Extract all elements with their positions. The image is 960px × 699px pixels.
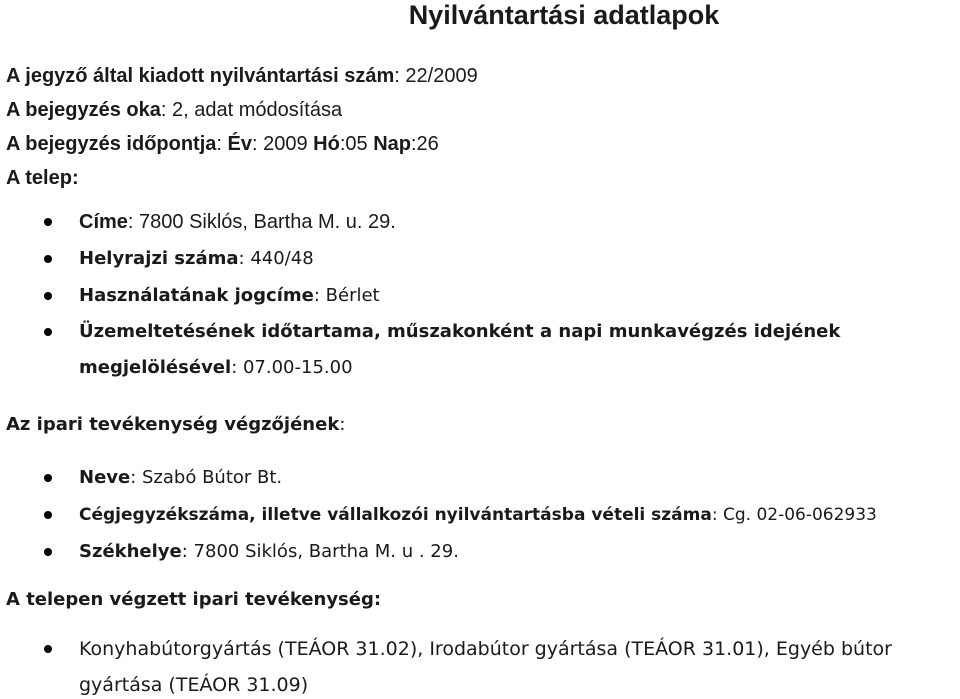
bullet-icon <box>44 255 52 263</box>
operator-regno-label: Cégjegyzékszáma, illetve vállalkozói nyilvántartásba vételi száma <box>79 505 712 525</box>
entry-reason-line <box>6 98 342 122</box>
entry-date-label: A bejegyzés időpontja <box>6 133 217 155</box>
bullet-icon <box>44 474 52 482</box>
operator-seat-item <box>79 540 459 564</box>
site-lot-item <box>79 247 314 271</box>
operator-regno-value: : Cg. 02-06-062933 <box>711 505 877 525</box>
activity-line-2: gyártása (TEÁOR 31.09) <box>79 674 309 696</box>
bullet-icon <box>44 292 52 300</box>
entry-reason-value: : 2, adat módosítása <box>160 99 343 121</box>
bullet-icon <box>44 548 52 556</box>
year-label: Év <box>227 133 252 155</box>
year-value: : 2009 <box>252 133 314 155</box>
site-hours-label-line-2: megjelölésével <box>79 357 232 378</box>
bullet-icon <box>44 511 52 519</box>
operator-heading <box>6 413 345 437</box>
bullet-icon <box>44 328 52 336</box>
site-lot-value: : 440/48 <box>238 248 314 269</box>
entry-reason-label: A bejegyzés oka <box>6 99 161 121</box>
activity-heading: A telepen végzett ipari tevékenység: <box>6 589 382 610</box>
bullet-icon <box>44 645 52 653</box>
operator-name-item <box>79 466 282 490</box>
site-address-item <box>79 210 396 234</box>
site-hours-line-2 <box>79 356 353 380</box>
site-hours-value: : 07.00-15.00 <box>231 357 353 378</box>
month-label: Hó <box>313 133 340 155</box>
site-hours-label-line-1: Üzemeltetésének időtartama, műszakonként a napi munkavégzés idejének <box>79 321 841 342</box>
operator-name-value: : Szabó Bútor Bt. <box>130 467 283 488</box>
registration-number-value: : 22/2009 <box>394 65 478 87</box>
operator-name-label: Neve <box>79 467 131 488</box>
site-heading: A telep: <box>6 167 79 189</box>
site-lot-label: Helyrajzi száma <box>79 248 239 269</box>
day-label: Nap <box>373 133 411 155</box>
activity-line-1: Konyhabútorgyártás (TEÁOR 31.02), Irodabútor gyártása (TEÁOR 31.01), Egyéb bútor <box>79 638 892 660</box>
operator-heading-text: Az ipari tevékenység végzőjének <box>6 414 340 435</box>
entry-date-line <box>6 132 439 156</box>
bullet-icon <box>44 218 52 226</box>
entry-date-sep: : <box>216 133 228 155</box>
site-title-value: : Bérlet <box>313 285 380 306</box>
registration-number-line <box>6 64 478 88</box>
day-value: :26 <box>411 133 439 155</box>
operator-regno-item <box>79 503 877 527</box>
operator-heading-colon: : <box>339 414 346 435</box>
site-address-value: : 7800 Siklós, Bartha M. u. 29. <box>127 211 396 233</box>
month-value: :05 <box>339 133 374 155</box>
site-title-label: Használatának jogcíme <box>79 285 314 306</box>
registration-number-label: A jegyző által kiadott nyilvántartási szám <box>6 65 395 87</box>
site-address-label: Címe <box>79 211 128 233</box>
page-title: Nyilvántartási adatlapok <box>408 0 720 30</box>
operator-seat-value: : 7800 Siklós, Bartha M. u . 29. <box>181 541 459 562</box>
site-title-item <box>79 284 380 308</box>
operator-seat-label: Székhelye <box>79 541 182 562</box>
